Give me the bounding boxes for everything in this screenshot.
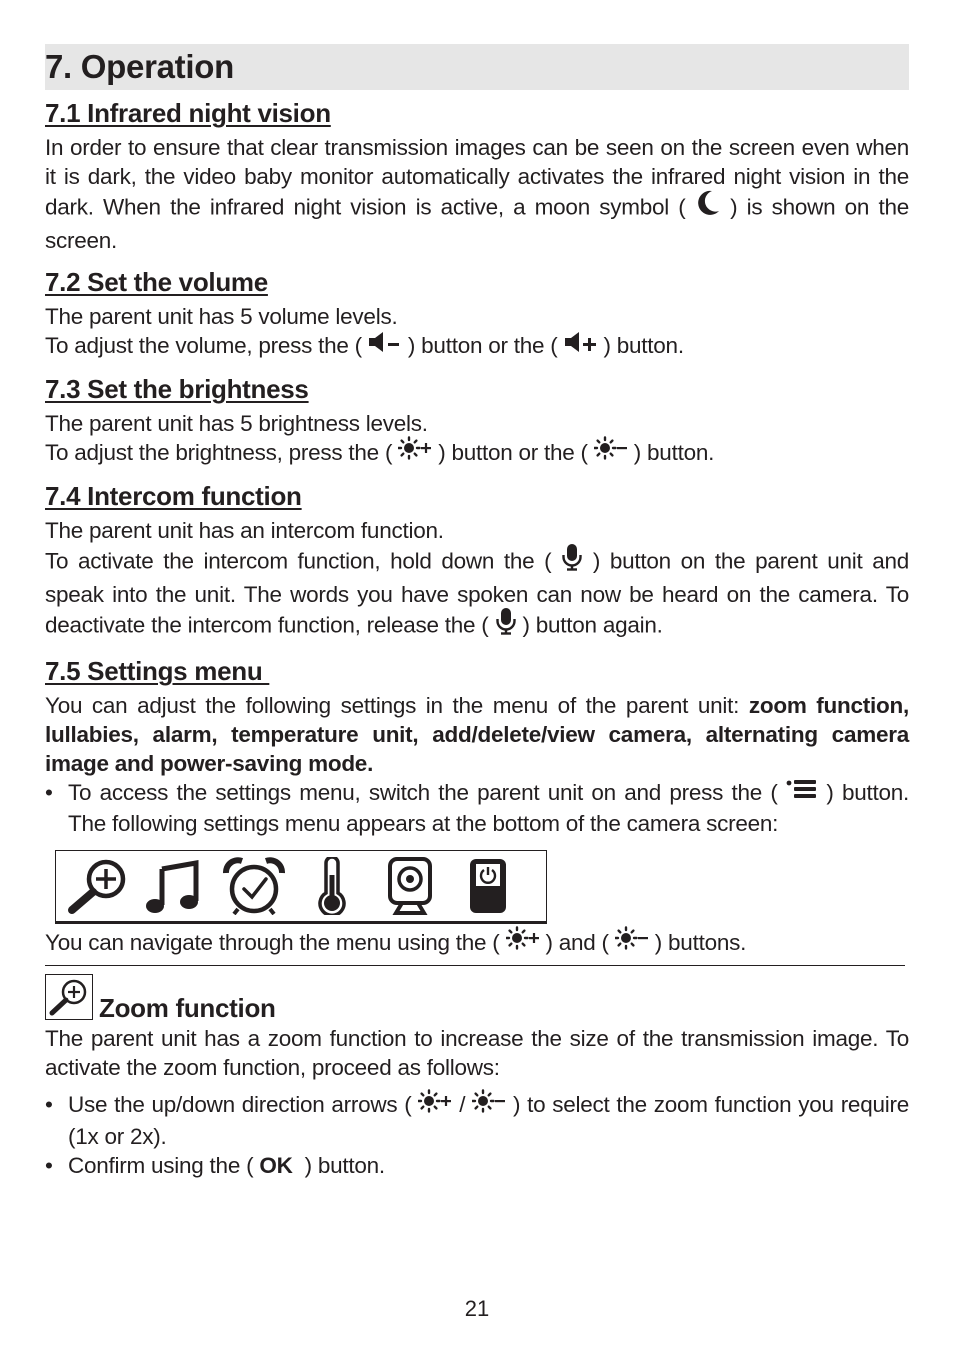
section-text: To activate the intercom function, hold down the ( ) button on the parent unit and speak into the unit. The words you have spoken can now be heard on the camera. To deactivate the intercom function, release the ( ) button again.	[45, 545, 909, 644]
section-set-volume	[45, 267, 909, 362]
section-settings-menu	[45, 656, 909, 959]
camera-icon	[378, 857, 442, 915]
chapter-title: 7. Operation	[45, 48, 234, 85]
moon-icon	[695, 189, 721, 224]
zoom-header	[45, 974, 909, 1024]
bullet-symbol: •	[45, 1092, 53, 1118]
bullet-symbol: •	[45, 780, 53, 806]
section-text: In order to ensure that clear transmission images can be seen on the screen even when it is dark, the video baby monitor automatically activates the infrared night vision in the dark. When the infrared night vision is active, a moon symbol ( ) is shown on the screen.	[45, 135, 909, 253]
section-heading: 7.5 Settings menu	[45, 656, 270, 687]
zoom-icon	[48, 977, 90, 1017]
list-item: • Confirm using the ( OK ) button.	[45, 1152, 385, 1178]
brightness-up-icon	[506, 926, 540, 957]
section-text: The parent unit has 5 brightness levels.	[45, 410, 428, 436]
microphone-icon	[561, 543, 583, 578]
thermometer-icon	[300, 857, 364, 915]
chapter-header	[45, 44, 909, 90]
brightness-down-icon	[594, 436, 628, 467]
settings-menu-bar	[55, 850, 547, 924]
zoom-heading: Zoom function	[99, 993, 276, 1024]
section-text: You can adjust the following settings in the menu of the parent unit: zoom function, lullabies, alarm, temperature unit, add/delete/view camera, alternating camera image and power-saving mode.	[45, 693, 909, 777]
zoom-icon	[66, 857, 130, 915]
alarm-clock-icon	[222, 857, 286, 915]
brightness-down-icon	[615, 926, 649, 957]
bullet-symbol: •	[45, 1152, 53, 1178]
section-text: The parent unit has a zoom function to increase the size of the transmission image. To activate the zoom function, proceed as follows:	[45, 1026, 909, 1081]
manual-page	[45, 44, 909, 1192]
section-text: The parent unit has an intercom function.	[45, 518, 444, 544]
brightness-up-icon	[418, 1089, 452, 1120]
section-text: The parent unit has 5 volume levels.	[45, 304, 398, 329]
brightness-up-icon	[398, 436, 432, 467]
list-item: • To access the settings menu, switch the parent unit on and press the ( ) button. The following settings menu appears at the bottom of the camera screen:	[45, 778, 909, 838]
volume-down-icon	[368, 331, 402, 360]
section-intercom-function	[45, 481, 909, 644]
section-text: You can navigate through the menu using the ( ) and ( ) buttons.	[45, 928, 909, 960]
microphone-icon	[495, 607, 517, 642]
section-text: To adjust the brightness, press the ( ) button or the ( ) button.	[45, 438, 909, 470]
list-item: • Use the up/down direction arrows ( / ) to select the zoom function you require (1x or 2x).	[45, 1090, 909, 1151]
section-heading: 7.2 Set the volume	[45, 267, 268, 297]
power-saving-icon	[456, 857, 520, 915]
section-heading: 7.4 Intercom function	[45, 481, 302, 512]
section-zoom-function	[45, 974, 909, 1180]
section-heading: 7.3 Set the brightness	[45, 373, 309, 404]
section-set-brightness	[45, 374, 909, 470]
music-note-icon	[144, 857, 208, 915]
section-infrared-night-vision	[45, 98, 909, 255]
brightness-down-icon	[472, 1089, 506, 1120]
ok-label: OK	[259, 1152, 293, 1178]
page-number: 21	[464, 1296, 490, 1321]
divider	[45, 965, 905, 966]
section-heading: 7.1 Infrared night vision	[45, 98, 331, 128]
volume-up-icon	[564, 331, 598, 360]
menu-icon	[786, 778, 818, 807]
zoom-icon-box	[45, 974, 93, 1020]
section-text: To adjust the volume, press the ( ) button or the ( ) button.	[45, 331, 909, 362]
